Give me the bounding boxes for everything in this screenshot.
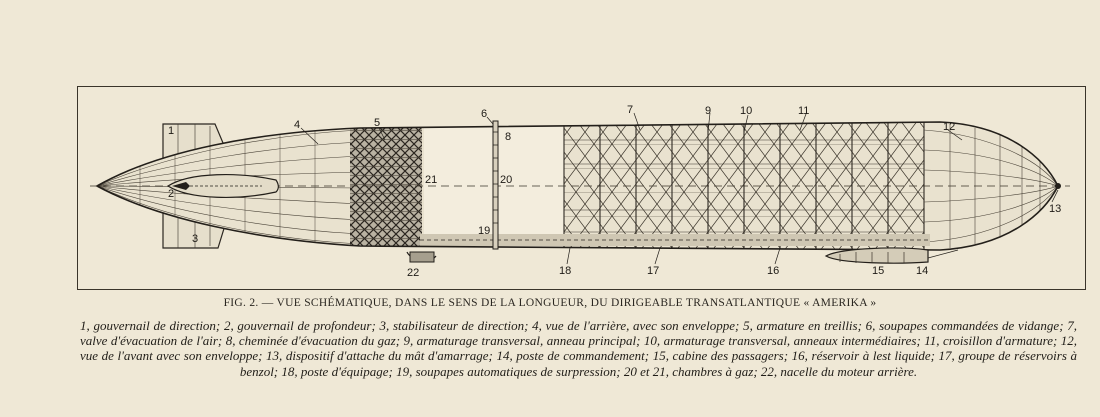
label-3: 3 [192,233,199,245]
label-10: 10 [740,105,753,117]
label-15: 15 [872,265,885,277]
label-7: 7 [627,104,634,116]
label-1: 1 [168,125,175,137]
label-4: 4 [294,119,301,131]
label-16: 16 [767,265,780,277]
label-8: 8 [505,131,512,143]
label-18: 18 [559,265,572,277]
label-20: 20 [500,174,513,186]
label-2: 2 [168,188,175,200]
label-9: 9 [705,105,712,117]
label-22: 22 [407,267,420,279]
figure-legend: 1, gouvernail de direction; 2, gouvernail de profondeur; 3, stabilisateur de direction; 4, vue de l'arrière, avec son enveloppe; 5, armature en treillis; 6, soupapes commandées de vidange; 7, valve d'évacuation de l'air; 8, cheminée d'évacuation du gaz; 9, armaturage transversal, anneau principal; 10, armaturage transversal, anneaux intermédiaires; 11, croisillon d'armature; 12, vue de l'avant avec son enveloppe; 13, dispositif d'attache du mât d'amarrage; 14, poste de commandement; 15, cabine des passagers; 16, réservoir à lest liquide; 17, groupe de réservoirs à benzol; 18, poste d'équipage; 19, soupapes automatiques de surpression; 20 et 21, chambres à gaz; 22, nacelle du moteur arrière. [80,318,1077,379]
label-6: 6 [481,108,488,120]
label-5: 5 [374,117,381,129]
label-17: 17 [647,265,660,277]
label-19: 19 [478,225,491,237]
figure-caption: FIG. 2. — VUE SCHÉMATIQUE, DANS LE SENS DE LA LONGUEUR, DU DIRIGEABLE TRANSATLANTIQUE « AMERIKA » [223,297,877,309]
label-12: 12 [943,121,956,133]
label-21: 21 [425,174,438,186]
label-14: 14 [916,265,929,277]
label-13: 13 [1049,203,1062,215]
label-11: 11 [798,105,810,117]
